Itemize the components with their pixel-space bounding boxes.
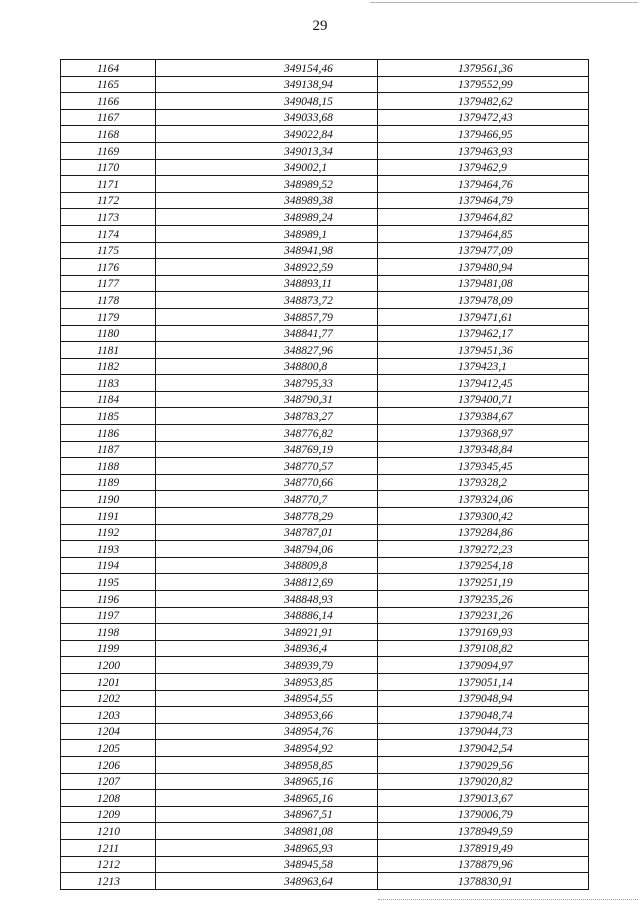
table-row	[61, 275, 589, 292]
table-row	[61, 707, 589, 724]
y-coordinate-cell: 1379471,61	[378, 308, 589, 325]
table-row	[61, 607, 589, 624]
point-number-cell: 1177	[61, 275, 156, 292]
x-coordinate-cell: 348769,19	[156, 441, 378, 458]
y-coordinate-cell: 1379006,79	[378, 806, 589, 823]
x-coordinate-cell: 348954,55	[156, 690, 378, 707]
x-coordinate-cell: 348886,14	[156, 607, 378, 624]
x-coordinate-cell: 348963,64	[156, 873, 378, 890]
y-coordinate-cell: 1379462,9	[378, 159, 589, 176]
point-number-cell: 1210	[61, 823, 156, 840]
x-coordinate-cell: 348958,85	[156, 756, 378, 773]
table-row	[61, 524, 589, 541]
table-row	[61, 624, 589, 641]
y-coordinate-cell: 1379464,85	[378, 225, 589, 242]
table-row	[61, 856, 589, 873]
table-row	[61, 806, 589, 823]
x-coordinate-cell: 348989,24	[156, 209, 378, 226]
x-coordinate-cell: 349138,94	[156, 76, 378, 93]
table-row	[61, 76, 589, 93]
table-row	[61, 342, 589, 359]
y-coordinate-cell: 1379464,82	[378, 209, 589, 226]
x-coordinate-cell: 348783,27	[156, 408, 378, 425]
y-coordinate-cell: 1379169,93	[378, 624, 589, 641]
table-row	[61, 425, 589, 442]
table-row	[61, 541, 589, 558]
point-number-cell: 1187	[61, 441, 156, 458]
y-coordinate-cell: 1379472,43	[378, 109, 589, 126]
top-edge-rule	[370, 2, 638, 3]
x-coordinate-cell: 348848,93	[156, 591, 378, 608]
x-coordinate-cell: 349022,84	[156, 126, 378, 143]
x-coordinate-cell: 348965,16	[156, 790, 378, 807]
y-coordinate-cell: 1379400,71	[378, 391, 589, 408]
x-coordinate-cell: 348893,11	[156, 275, 378, 292]
y-coordinate-cell: 1378879,96	[378, 856, 589, 873]
x-coordinate-cell: 348981,08	[156, 823, 378, 840]
bottom-edge-dots	[378, 899, 638, 900]
x-coordinate-cell: 348841,77	[156, 325, 378, 342]
table-row	[61, 192, 589, 209]
x-coordinate-cell: 349002,1	[156, 159, 378, 176]
point-number-cell: 1213	[61, 873, 156, 890]
y-coordinate-cell: 1379013,67	[378, 790, 589, 807]
y-coordinate-cell: 1378919,49	[378, 839, 589, 856]
point-number-cell: 1169	[61, 142, 156, 159]
y-coordinate-cell: 1379254,18	[378, 557, 589, 574]
point-number-cell: 1166	[61, 93, 156, 110]
table-row	[61, 790, 589, 807]
x-coordinate-cell: 348800,8	[156, 358, 378, 375]
y-coordinate-cell: 1379094,97	[378, 657, 589, 674]
table-row	[61, 159, 589, 176]
x-coordinate-cell: 348954,92	[156, 740, 378, 757]
point-number-cell: 1193	[61, 541, 156, 558]
table-row	[61, 574, 589, 591]
y-coordinate-cell: 1379251,19	[378, 574, 589, 591]
y-coordinate-cell: 1379272,23	[378, 541, 589, 558]
point-number-cell: 1175	[61, 242, 156, 259]
x-coordinate-cell: 348790,31	[156, 391, 378, 408]
point-number-cell: 1171	[61, 176, 156, 193]
point-number-cell: 1176	[61, 259, 156, 276]
x-coordinate-cell: 348770,57	[156, 458, 378, 475]
y-coordinate-cell: 1379482,62	[378, 93, 589, 110]
x-coordinate-cell: 349033,68	[156, 109, 378, 126]
point-number-cell: 1188	[61, 458, 156, 475]
point-number-cell: 1198	[61, 624, 156, 641]
table-row	[61, 773, 589, 790]
y-coordinate-cell: 1379044,73	[378, 723, 589, 740]
y-coordinate-cell: 1379478,09	[378, 292, 589, 309]
table-row	[61, 458, 589, 475]
point-number-cell: 1209	[61, 806, 156, 823]
table-row	[61, 474, 589, 491]
point-number-cell: 1165	[61, 76, 156, 93]
x-coordinate-cell: 348812,69	[156, 574, 378, 591]
point-number-cell: 1186	[61, 425, 156, 442]
point-number-cell: 1181	[61, 342, 156, 359]
y-coordinate-cell: 1379464,79	[378, 192, 589, 209]
point-number-cell: 1173	[61, 209, 156, 226]
point-number-cell: 1197	[61, 607, 156, 624]
x-coordinate-cell: 348945,58	[156, 856, 378, 873]
y-coordinate-cell: 1379368,97	[378, 425, 589, 442]
table-row	[61, 839, 589, 856]
point-number-cell: 1201	[61, 673, 156, 690]
y-coordinate-cell: 1379466,95	[378, 126, 589, 143]
y-coordinate-cell: 1379231,26	[378, 607, 589, 624]
point-number-cell: 1206	[61, 756, 156, 773]
table-row	[61, 358, 589, 375]
y-coordinate-cell: 1379042,54	[378, 740, 589, 757]
x-coordinate-cell: 348936,4	[156, 640, 378, 657]
point-number-cell: 1192	[61, 524, 156, 541]
point-number-cell: 1190	[61, 491, 156, 508]
x-coordinate-cell: 348989,52	[156, 176, 378, 193]
y-coordinate-cell: 1379324,06	[378, 491, 589, 508]
y-coordinate-cell: 1379462,17	[378, 325, 589, 342]
table-row	[61, 242, 589, 259]
table-row	[61, 375, 589, 392]
point-number-cell: 1194	[61, 557, 156, 574]
table-row	[61, 142, 589, 159]
point-number-cell: 1196	[61, 591, 156, 608]
point-number-cell: 1185	[61, 408, 156, 425]
x-coordinate-cell: 349013,34	[156, 142, 378, 159]
point-number-cell: 1183	[61, 375, 156, 392]
y-coordinate-cell: 1379423,1	[378, 358, 589, 375]
y-coordinate-cell: 1379048,74	[378, 707, 589, 724]
table-row	[61, 756, 589, 773]
x-coordinate-cell: 348965,16	[156, 773, 378, 790]
point-number-cell: 1179	[61, 308, 156, 325]
y-coordinate-cell: 1378830,91	[378, 873, 589, 890]
point-number-cell: 1203	[61, 707, 156, 724]
x-coordinate-cell: 348795,33	[156, 375, 378, 392]
table-row	[61, 60, 589, 77]
x-coordinate-cell: 348770,7	[156, 491, 378, 508]
point-number-cell: 1208	[61, 790, 156, 807]
coordinates-table	[60, 59, 589, 890]
x-coordinate-cell: 348953,66	[156, 707, 378, 724]
point-number-cell: 1207	[61, 773, 156, 790]
y-coordinate-cell: 1379348,84	[378, 441, 589, 458]
x-coordinate-cell: 348794,06	[156, 541, 378, 558]
y-coordinate-cell: 1379020,82	[378, 773, 589, 790]
y-coordinate-cell: 1379108,82	[378, 640, 589, 657]
x-coordinate-cell: 348965,93	[156, 839, 378, 856]
x-coordinate-cell: 348857,79	[156, 308, 378, 325]
x-coordinate-cell: 348873,72	[156, 292, 378, 309]
y-coordinate-cell: 1379451,36	[378, 342, 589, 359]
table-row	[61, 391, 589, 408]
table-row	[61, 823, 589, 840]
table-row	[61, 209, 589, 226]
x-coordinate-cell: 349048,15	[156, 93, 378, 110]
y-coordinate-cell: 1379480,94	[378, 259, 589, 276]
point-number-cell: 1200	[61, 657, 156, 674]
point-number-cell: 1211	[61, 839, 156, 856]
point-number-cell: 1202	[61, 690, 156, 707]
point-number-cell: 1168	[61, 126, 156, 143]
point-number-cell: 1167	[61, 109, 156, 126]
x-coordinate-cell: 348954,76	[156, 723, 378, 740]
page-number: 29	[312, 18, 328, 34]
table-row	[61, 723, 589, 740]
table-row	[61, 325, 589, 342]
point-number-cell: 1212	[61, 856, 156, 873]
point-number-cell: 1195	[61, 574, 156, 591]
coordinates-table-body	[61, 60, 589, 890]
point-number-cell: 1180	[61, 325, 156, 342]
point-number-cell: 1174	[61, 225, 156, 242]
table-row	[61, 93, 589, 110]
point-number-cell: 1182	[61, 358, 156, 375]
y-coordinate-cell: 1379463,93	[378, 142, 589, 159]
point-number-cell: 1189	[61, 474, 156, 491]
point-number-cell: 1164	[61, 60, 156, 77]
x-coordinate-cell: 348939,79	[156, 657, 378, 674]
x-coordinate-cell: 348770,66	[156, 474, 378, 491]
y-coordinate-cell: 1379300,42	[378, 508, 589, 525]
x-coordinate-cell: 348776,82	[156, 425, 378, 442]
y-coordinate-cell: 1379051,14	[378, 673, 589, 690]
table-row	[61, 408, 589, 425]
point-number-cell: 1205	[61, 740, 156, 757]
x-coordinate-cell: 348953,85	[156, 673, 378, 690]
table-row	[61, 126, 589, 143]
table-row	[61, 640, 589, 657]
table-row	[61, 308, 589, 325]
table-row	[61, 508, 589, 525]
point-number-cell: 1184	[61, 391, 156, 408]
table-row	[61, 109, 589, 126]
table-row	[61, 873, 589, 890]
x-coordinate-cell: 348989,1	[156, 225, 378, 242]
y-coordinate-cell: 1379345,45	[378, 458, 589, 475]
x-coordinate-cell: 348827,96	[156, 342, 378, 359]
table-row	[61, 225, 589, 242]
point-number-cell: 1178	[61, 292, 156, 309]
point-number-cell: 1172	[61, 192, 156, 209]
table-row	[61, 176, 589, 193]
y-coordinate-cell: 1379029,56	[378, 756, 589, 773]
table-row	[61, 657, 589, 674]
table-row	[61, 591, 589, 608]
table-row	[61, 740, 589, 757]
table-row	[61, 491, 589, 508]
y-coordinate-cell: 1379284,86	[378, 524, 589, 541]
table-row	[61, 690, 589, 707]
table-row	[61, 673, 589, 690]
y-coordinate-cell: 1379048,94	[378, 690, 589, 707]
x-coordinate-cell: 348922,59	[156, 259, 378, 276]
x-coordinate-cell: 348921,91	[156, 624, 378, 641]
point-number-cell: 1191	[61, 508, 156, 525]
y-coordinate-cell: 1379561,36	[378, 60, 589, 77]
y-coordinate-cell: 1379384,67	[378, 408, 589, 425]
point-number-cell: 1199	[61, 640, 156, 657]
y-coordinate-cell: 1379481,08	[378, 275, 589, 292]
y-coordinate-cell: 1378949,59	[378, 823, 589, 840]
table-row	[61, 441, 589, 458]
point-number-cell: 1204	[61, 723, 156, 740]
x-coordinate-cell: 348787,01	[156, 524, 378, 541]
x-coordinate-cell: 348809,8	[156, 557, 378, 574]
x-coordinate-cell: 348941,98	[156, 242, 378, 259]
table-row	[61, 259, 589, 276]
table-row	[61, 292, 589, 309]
x-coordinate-cell: 349154,46	[156, 60, 378, 77]
table-row	[61, 557, 589, 574]
x-coordinate-cell: 348967,51	[156, 806, 378, 823]
y-coordinate-cell: 1379477,09	[378, 242, 589, 259]
y-coordinate-cell: 1379552,99	[378, 76, 589, 93]
x-coordinate-cell: 348989,38	[156, 192, 378, 209]
x-coordinate-cell: 348778,29	[156, 508, 378, 525]
y-coordinate-cell: 1379235,26	[378, 591, 589, 608]
y-coordinate-cell: 1379328,2	[378, 474, 589, 491]
y-coordinate-cell: 1379464,76	[378, 176, 589, 193]
point-number-cell: 1170	[61, 159, 156, 176]
y-coordinate-cell: 1379412,45	[378, 375, 589, 392]
